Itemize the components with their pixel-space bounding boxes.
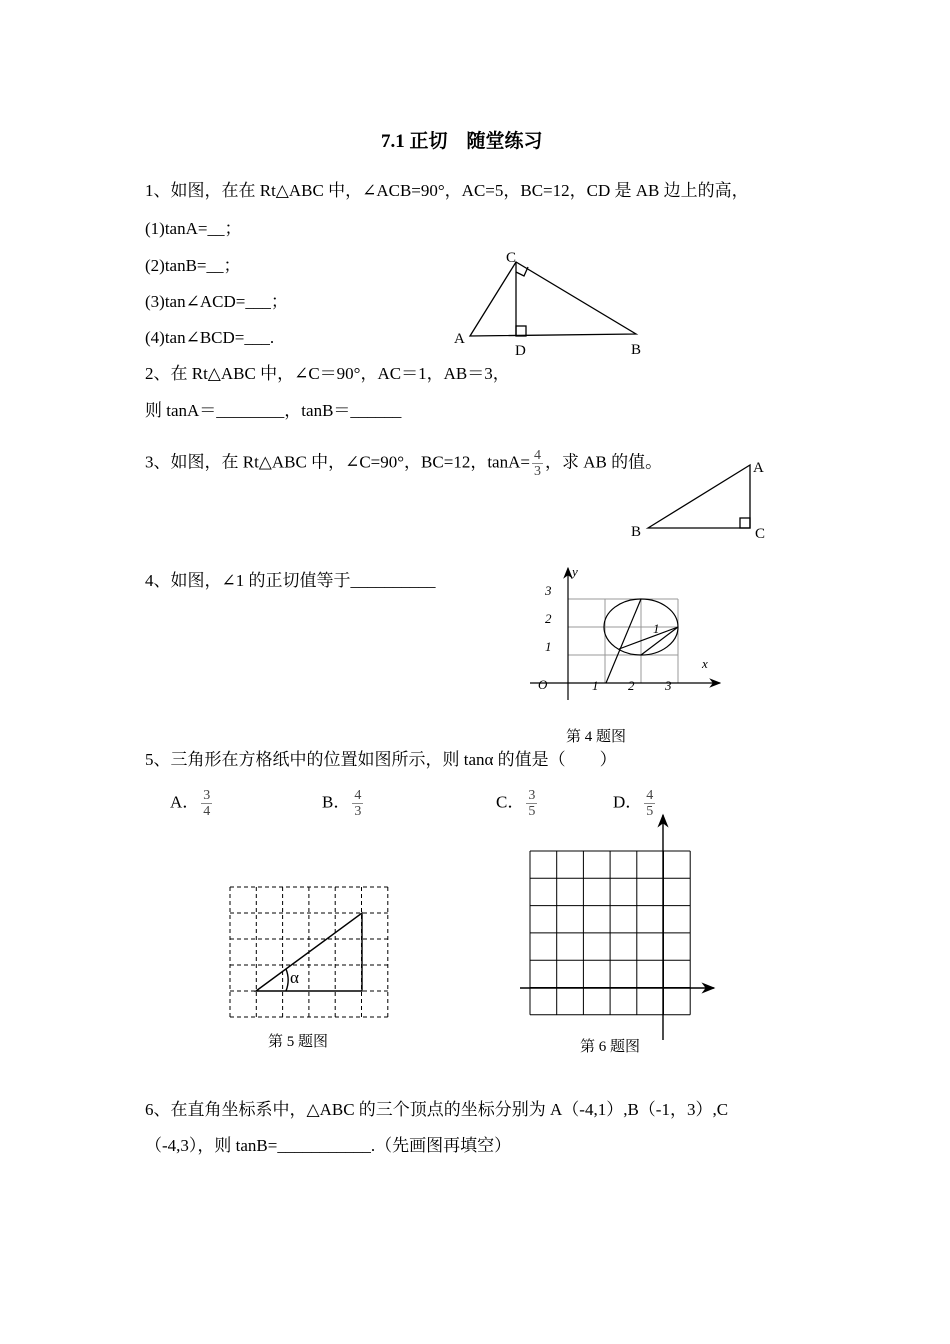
option-key: B． [322, 792, 351, 812]
fig3-triangle [648, 465, 750, 528]
grid-lines [530, 851, 690, 1015]
option-key: A． [170, 792, 200, 812]
option-key: C． [496, 792, 525, 812]
q1-part-2: (2)tanB=__； [145, 256, 241, 275]
fig1-label-d: D [515, 343, 526, 359]
numerator: 4 [533, 448, 541, 463]
denominator: 5 [528, 804, 536, 819]
fig1-label-a: A [454, 331, 465, 347]
fig6-axes [520, 815, 714, 1040]
q1-stem: 1、如图，在在 Rt△ABC 中，∠ACB=90°，AC=5，BC=12，CD 是 AB 边上的高， [145, 181, 749, 200]
fig1-label-c: C [506, 250, 517, 266]
numerator: 3 [203, 788, 211, 803]
numerator: 3 [528, 788, 536, 803]
fig5-alpha-label: α [290, 968, 299, 987]
q3-text-end: ，求 AB 的值。 [544, 452, 663, 472]
fig6-caption: 第 6 题图 [580, 1039, 641, 1055]
fig4-y-label: y [572, 564, 578, 579]
q1-part-3: (3)tan∠ACD=___； [145, 292, 288, 311]
denominator: 5 [646, 804, 654, 819]
fig4-ytick: 1 [545, 639, 552, 654]
fig5-caption: 第 5 题图 [268, 1034, 329, 1050]
fig4-angle-label: 1 [653, 621, 660, 636]
fig4-xtick: 1 [592, 678, 599, 693]
fig4-xtick: 2 [628, 678, 635, 693]
numerator: 4 [646, 788, 654, 803]
fig3-label-b: B [631, 524, 642, 540]
fig4-axes [530, 568, 720, 700]
denominator: 4 [203, 804, 211, 819]
q1-part-4: (4)tan∠BCD=___. [145, 328, 275, 347]
denominator: 3 [354, 804, 362, 819]
fig4-origin: O [538, 677, 548, 692]
q3-text: 3、如图，在 Rt△ABC 中，∠C=90°，BC=12，tanA= [145, 452, 530, 472]
fig6-grid [530, 851, 690, 1015]
fig4-ytick: 2 [545, 611, 552, 626]
fig1-triangle [470, 262, 636, 336]
fig3-label-c: C [755, 526, 766, 542]
q2-line1: 2、在 Rt△ABC 中，∠C＝90°，AC＝1，AB＝3， [145, 364, 510, 383]
fig4-ytick: 3 [545, 583, 552, 598]
page-title: 7.1 正切 随堂练习 [381, 131, 543, 152]
fig3-label-a: A [753, 460, 764, 476]
q5-stem: 5、三角形在方格纸中的位置如图所示，则 tanα 的值是（ ） [145, 750, 617, 769]
fig4-xtick: 3 [665, 678, 672, 693]
fig4-caption: 第 4 题图 [566, 729, 627, 745]
q4-stem: 4、如图，∠1 的正切值等于__________ [145, 571, 436, 590]
option-key: D． [613, 792, 643, 812]
q6-line1: 6、在直角坐标系中，△ABC 的三个顶点的坐标分别为 A（-4,1）,B（-1，3）,C [145, 1100, 729, 1119]
numerator: 4 [354, 788, 362, 803]
denominator: 3 [533, 464, 541, 479]
q1-part-1: (1)tanA=__； [145, 219, 242, 238]
fig4-x-label: x [702, 656, 708, 671]
q6-line2: （-4,3），则 tanB=___________.（先画图再填空） [145, 1136, 512, 1155]
fig1-label-b: B [631, 342, 642, 358]
q2-line2: 则 tanA＝________，tanB＝______ [145, 401, 402, 420]
